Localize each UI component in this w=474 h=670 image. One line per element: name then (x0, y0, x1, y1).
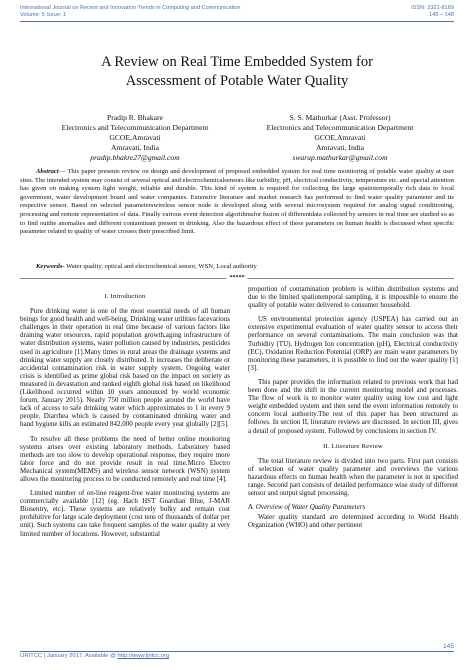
abstract (20, 168, 454, 237)
page-number: 145 (442, 643, 454, 650)
abstract-text: — This paper presents review on design and development of proposed embedded system for real time monitoring of potable water quality at user sites. The intended system may consist of several optical and electrochemicalsensors like turbidity, pH, electrical conductivity, temperature etc. and special attention has given on making system light weight, reliable and durable. This kind of system is required for collecting the large spatiotemporally rich data to local government, water development board and water companies. Extensive literature and market research has performed to find water quality parameter and its respective sensor. Based on selected parameterswireless sensor node is developed along with several microsystem required for analog signal conditioning, processing and remote representation of data. Finally various event detection algorithmsfor fusion of differentdata collected by sensors in real time are studied so as to find outthe anomalies and different contaminant present in drinking. Also the hazardous effect of these parameters on human health is discussed when specific parameter related to quality of water crosses their prescribed limit. (20, 168, 454, 236)
footer-journal: IJRITCC | January 2017, Available @ (20, 653, 118, 659)
keywords-text: Water quality, optical and electrochemical sensor, WSN, Local authority (64, 263, 257, 270)
section-separator (20, 275, 454, 283)
keywords-label: Keywords- (36, 263, 65, 270)
author-institution: GCOE,Amravati (109, 133, 161, 142)
journal-name: International Journal on Recent and Innovation Trends in Computing and Communication (20, 5, 241, 11)
paragraph: Limited number of on-line reagent-free water monitoring systems are commercially available [12] (eg. Hach HST Guardian Blue, J-MAR Biosentry, etc). These systems are relatively bulky and remain cost prohibitive for large scale deployment (cost tens of thousands of dollar per unit). Such systems can take frequent samples of the water quality at very limited number of locations. However, substantial (20, 489, 230, 538)
author-department: Electronics and Telecommunication Department (61, 123, 209, 132)
separator-stars: ***** (227, 274, 248, 282)
paragraph: This paper provides the information related to previous work that had been done and the shift in the current monitoring model and processes. The flow of work is to monitor water quality using low cost and light weight embedded system and then send the event information remotely to concern local authority.The rest of this paper has been structured as follows. In section II, literature reviews are discussed. In section III, gives a detail of proposed system. Followed by conclusions in section IV. (248, 377, 458, 435)
author-location: Amravati, India (315, 143, 365, 152)
section-heading-introduction: I. Introduction (104, 293, 146, 300)
paragraph: proportion of contamination problem is within distribution systems and due to the limited spatiotemporal sampling, it is impossible to ensure the quality of potable water delivered to consumer household. (248, 285, 458, 310)
author-department: Electronics and Telecommunication Department (266, 123, 414, 132)
volume-issue: Volume: 5 Issue: 1 (20, 12, 67, 18)
author-name: Pradip R. Bhakare (107, 113, 163, 122)
paragraph: The total literature review is divided into two parts. First part consists of selection of water quality parameter and overviews the various hazardous effects on human health when the parameter is not in specified range. Second part consists of detailed performance wise study of different sensor and output signal processing. (248, 456, 458, 498)
author-email: pradip.bhakre27@gmail.com (90, 153, 180, 162)
author-email: swarup.mathurkar@gmail.com (292, 153, 388, 162)
issn: ISSN: 2321-8169 (411, 5, 454, 11)
author-block-1 (35, 113, 235, 163)
running-header-right (411, 5, 454, 19)
title-line-2: Asscessment of Potable Water Quality (125, 73, 349, 89)
author-location: Amravati, India (110, 143, 160, 152)
paper-title (0, 53, 474, 91)
footer-url-link[interactable]: http://www.ijritcc.org (117, 653, 170, 659)
header-divider (20, 21, 454, 22)
page-footer (20, 653, 169, 660)
page-range: 145 – 148 (429, 12, 454, 18)
section-heading-literature-review: II. Literature Review (323, 442, 383, 450)
paragraph: To resolve all these problems the need of better online monitoring systems arises over existing laboratory methods. Laboratory based methods are too slow to develop operational response, they require more labor force and do not provide result in real time.Micro Electro Mechanical system(MEMS) and wireless sensor network (WSN) system allows the monitoring process to be conducted remotely and real time [4]. (20, 434, 230, 483)
paragraph: Pure drinking water is one of the most essential needs of all human beings for good health and well-being. Drinking water utilities facevarious challenges in their operation in real time because of various factors like draining water resources, rapid population growth,aging infrastructure of water distribution systems, water pollution caused by industries, pesticides used in agriculture [1].Many times in rural areas the drainage systems and drinking water supply are closely distributed. It increases the deliberate or accidental contamination risk in water supply system. Ongoing water crisis is identified as prime global risk based on the impact on society as measured in devastation and ranked eighth global risk based on likelihood (Likelihood occurred within 10 years announced by world economic forum, January 2015). Nearly 750 million people around the world have lack of access to safe drinking water which approximates to 1 in every 9 people. Diarrhea which is caused by contaminated drinking water and hand hygiene kills an estimated 842,000 people every year globally [2][5]. (20, 307, 230, 429)
abstract-label: Abstract (36, 168, 59, 175)
title-line-1: A Review on Real Time Embedded System for (101, 54, 373, 70)
author-name: S. S. Mathurkar (Asst. Professor) (289, 113, 391, 122)
author-institution: GCOE,Amravati (314, 133, 366, 142)
paragraph: US environmental protection agency (USPEA) has carried out an extensive experimental evaluation of water quality sensor to access their performance on several contaminations. The main conclusion was that Turbidity (TU), Hydrogen Ion concentration (pH), Electrical conductivity (EC), Oxidation Reduction Potential (ORP) are main water parameters by monitoring these parameters, it is possible to find out the water quality [1][3]. (248, 315, 458, 372)
left-column (20, 285, 230, 544)
author-block-2 (240, 113, 440, 163)
right-column (248, 285, 458, 535)
subsection-heading: A. Overview of Water Quality Parameters (248, 503, 366, 512)
keywords (20, 263, 454, 272)
running-header-left (20, 5, 240, 19)
paragraph: Water quality standard are determined according to World Health Organization (WHO) and other pertinent (248, 513, 458, 530)
footer-divider (20, 651, 454, 652)
